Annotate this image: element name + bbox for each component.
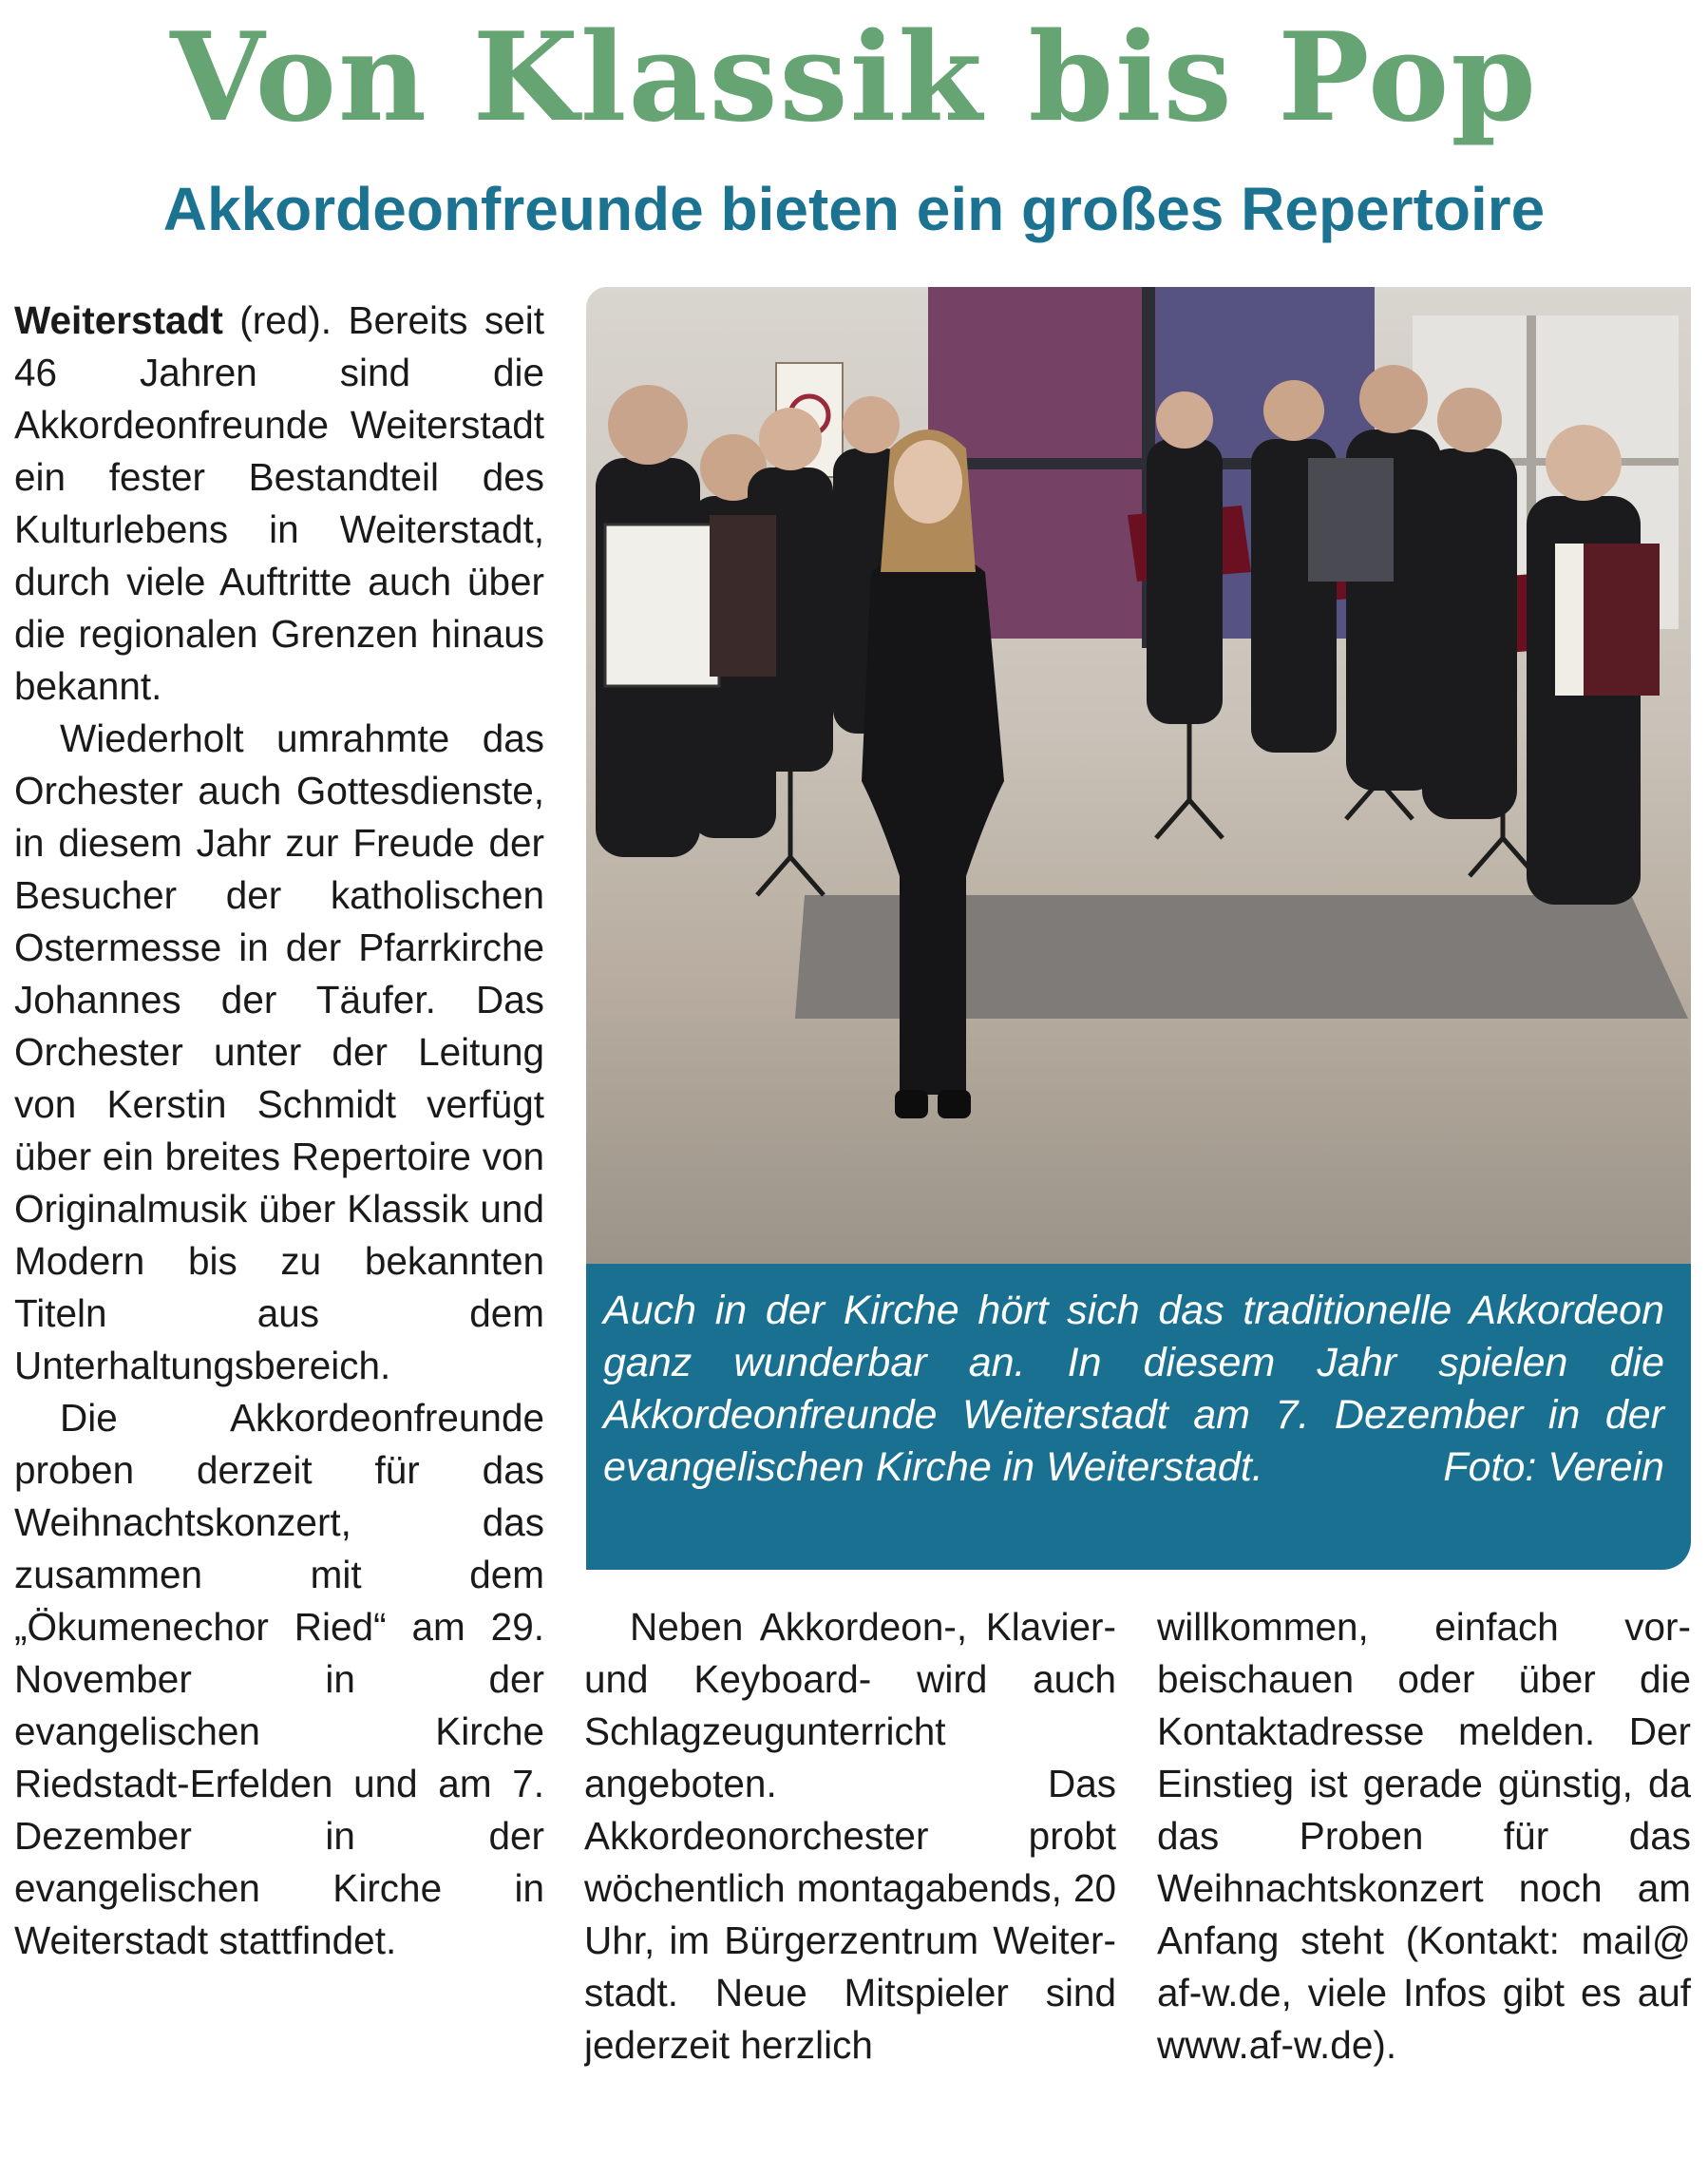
paragraph-4: Neben Akkordeon-, Klavier- und Keyboard- wird auch Schlagzeugunterricht angeboten. Das Akkordeonorchester probt wöchentlich montagabends, 20 Uhr, im Bürgerzentrum Weiterstadt. Neue Mitspieler sind jederzeit herzlich (584, 1605, 1116, 2067)
article-column-2 (584, 1601, 1116, 2133)
paragraph-5: willkommen, einfach vorbeischauen oder über die Kontaktadresse melden. Der Einstieg ist gerade günstig, da das Proben für das Weihnachtskonzert noch am Anfang steht (Kontakt: mail@ af-w.de, viele Infos gibt es auf www.af-w.de). (1157, 1605, 1691, 2067)
article-column-1 (14, 295, 544, 2128)
article-photo (586, 287, 1691, 1264)
accordion (1308, 458, 1394, 582)
headline: Von Klassik bis Pop (170, 7, 1538, 149)
photo-credit: Foto: Verein (1443, 1444, 1664, 1490)
paragraph-3: Die Akkordeonfreunde proben derzeit für das Weihnachtskonzert, das zusammen mit dem „Ökumenechor Ried“ am 29. November in der evangelischen Kirche Riedstadt-Erfelden und am 7. Dezember in der evangelischen Kirche in Weiterstadt stattfindet. (14, 1396, 544, 1962)
photo-illustration (586, 287, 1691, 1264)
subheadline: Akkordeonfreunde bieten ein großes Repertoire (162, 175, 1546, 243)
musician (1147, 439, 1223, 724)
paragraph-2: Wiederholt umrahmte das Orchester auch Gottesdienste, in diesem Jahr zur Freude der Besucher der katholischen Ostermesse in der Pfarrkirche Johannes der Täufer. Das Orchester unter der Leitung von Kerstin Schmidt verfügt über ein breites Repertoire von Originalmusik über Klassik und Modern bis zu bekannten Titeln aus dem Unterhaltungsbereich. (14, 716, 544, 1387)
paragraph-1-text: (red). Bereits seit 46 Jahren sind die Akkordeonfreunde Weiterstadt ein fester Bestandteil des Kulturlebens in Weiterstadt, durch viele Auftritte auch über die regionalen Grenzen hinaus bekannt. (14, 298, 544, 708)
dateline: Weiterstadt (14, 298, 223, 342)
caption-text: Auch in der Kirche hört sich das traditionelle Akkordeon ganz wunderbar an. In diesem Jahr spielen die Akkordeonfreunde Weiterstadt am 7. Dezember in der evangelischen Kirche in Weiterstadt. (603, 1288, 1664, 1490)
photo-caption (586, 1264, 1691, 1570)
paragraph-1 (14, 295, 544, 713)
accordion (605, 525, 719, 686)
musician (1422, 449, 1517, 819)
article-column-3 (1157, 1601, 1691, 2133)
